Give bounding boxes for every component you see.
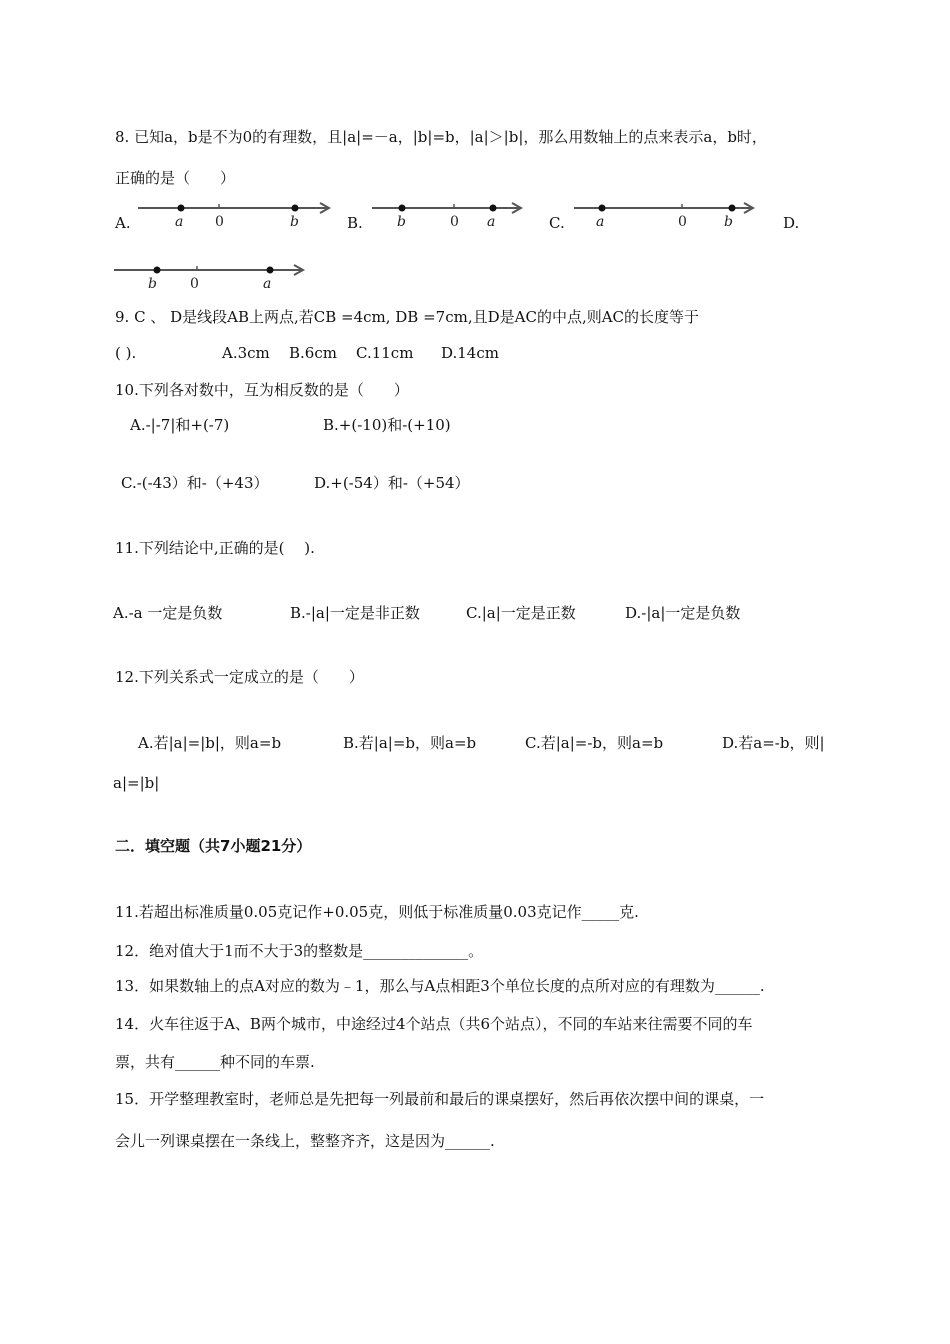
point-label: a xyxy=(175,214,184,230)
origin-label: 0 xyxy=(190,276,199,292)
origin-label: 0 xyxy=(450,214,459,230)
section-heading: 二．填空题（共7小题21分） xyxy=(115,837,312,855)
point-dot xyxy=(490,205,497,212)
point-dot xyxy=(599,205,606,212)
q12-option-a: A.若|a|=|b|，则a=b xyxy=(138,734,282,752)
point-label: b xyxy=(724,214,733,230)
fill-item: 15．开学整理教室时，老师总是先把每一列最前和最后的课桌摆好，然后再依次摆中间的课桌，一 xyxy=(115,1090,765,1108)
fill-item: 14．火车往返于A、B两个城市，中途经过4个站点（共6个站点），不同的车站来往需要不同的车 xyxy=(115,1015,753,1033)
fill-item: 13．如果数轴上的点A对应的数为﹣1，那么与A点相距3个单位长度的点所对应的有理数为______. xyxy=(115,977,765,995)
point-label: a xyxy=(487,214,496,230)
fill-item: 12．绝对值大于1而不大于3的整数是______________。 xyxy=(115,942,484,960)
q11-option-b: B.-|a|一定是非正数 xyxy=(290,604,420,622)
origin-label: 0 xyxy=(678,214,687,230)
fill-item: 11.若超出标准质量0.05克记作+0.05克，则低于标准质量0.03克记作_____克. xyxy=(115,903,639,921)
q11-stem: 11.下列结论中,正确的是( ). xyxy=(115,539,315,557)
q12-stem: 12.下列关系式一定成立的是（ ） xyxy=(115,668,364,686)
q8-option-b-number-line xyxy=(370,196,530,234)
point-dot xyxy=(267,267,274,274)
point-dot xyxy=(154,267,161,274)
q12-option-d-continued: a|=|b| xyxy=(113,774,160,792)
q12-option-c: C.若|a|=-b，则a=b xyxy=(525,734,664,752)
q11-option-c: C.|a|一定是正数 xyxy=(466,604,576,622)
point-dot xyxy=(729,205,736,212)
q10-stem: 10.下列各对数中，互为相反数的是（ ） xyxy=(115,381,409,399)
q10-option-c: C.-(-43）和-（+43） xyxy=(121,474,269,492)
point-label: a xyxy=(596,214,605,230)
q12-option-b: B.若|a|=b，则a=b xyxy=(343,734,477,752)
q8-option-c-number-line xyxy=(572,196,762,234)
fill-item: 会儿一列课桌摆在一条线上，整整齐齐，这是因为______. xyxy=(115,1132,495,1150)
q8-option-c-label: C. xyxy=(549,214,565,232)
q11-option-d: D.-|a|一定是负数 xyxy=(625,604,741,622)
point-dot xyxy=(292,205,299,212)
q8-stem-line2: 正确的是（ ） xyxy=(115,169,236,187)
q9-option-b: B.6cm xyxy=(289,344,337,362)
q9-stem: 9. C 、 D是线段AB上两点,若CB =4cm, DB =7cm,且D是AC的中点,则AC的长度等于 xyxy=(115,308,700,326)
q9-option-d: D.14cm xyxy=(441,344,499,362)
q8-option-d-number-line xyxy=(112,258,312,296)
q8-stem-line1: 8. 已知a，b是不为0的有理数，且|a|=－a，|b|=b，|a|＞|b|，那么用数轴上的点来表示a，b时， xyxy=(115,128,767,146)
q11-option-a: A.-a 一定是负数 xyxy=(113,604,223,622)
q10-option-a: A.-|-7|和+(-7) xyxy=(130,416,230,434)
q10-option-b: B.+(-10)和-(+10) xyxy=(323,416,451,434)
q9-option-c: C.11cm xyxy=(356,344,414,362)
q8-option-d-label: D. xyxy=(783,214,800,232)
q8-option-b-label: B. xyxy=(347,214,363,232)
point-label: a xyxy=(263,276,272,292)
q10-option-d: D.+(-54）和-（+54） xyxy=(314,474,470,492)
origin-label: 0 xyxy=(215,214,224,230)
q12-option-d: D.若a=-b，则| xyxy=(722,734,825,752)
q8-option-a-number-line xyxy=(135,196,335,234)
point-label: b xyxy=(397,214,406,230)
point-dot xyxy=(399,205,406,212)
fill-item: 票，共有______种不同的车票. xyxy=(115,1053,315,1071)
q9-bracket: ( ). xyxy=(115,344,137,362)
point-label: b xyxy=(148,276,157,292)
point-label: b xyxy=(290,214,299,230)
point-dot xyxy=(178,205,185,212)
q8-option-a-label: A. xyxy=(115,214,131,232)
q9-option-a: A.3cm xyxy=(222,344,270,362)
